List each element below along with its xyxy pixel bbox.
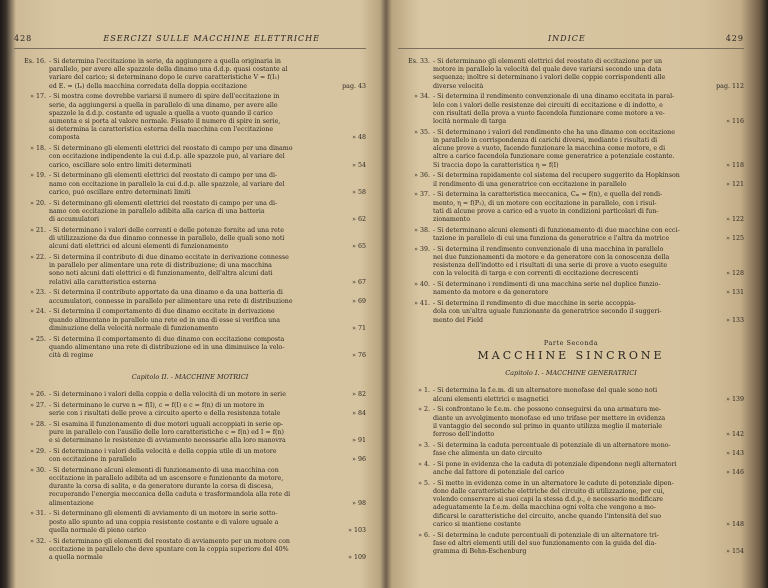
part-label: Parte Seconda <box>543 339 599 348</box>
entry-page-ref: » 84 <box>352 409 366 417</box>
right-chapter-heading: Capitolo I. - MACCHINE GENERATRICI <box>505 369 637 378</box>
left-page-number: 428 <box>14 34 33 43</box>
entry-page-ref: » 143 <box>726 450 744 457</box>
entry-text-line: mento, η = f(P₂), di un motore con eccitazione in parallelo, con i risul- <box>433 199 657 207</box>
entry-text-line: ferroso dell'indotto <box>433 431 495 438</box>
entry-text-line: aumenta e si porta al valore normale. Fissato il numero di spire in serie, <box>49 118 281 125</box>
entry-text-line: - Si determina le cadute percentuali di potenziale di un alternatore tri- <box>433 531 659 539</box>
toc-entry <box>14 391 49 399</box>
entry-text-line: - Si determina il contributo di due dinamo eccitate in derivazione connesse <box>49 254 289 261</box>
left-header-rule <box>14 48 366 49</box>
toc-entry <box>14 538 49 546</box>
entry-text-line: tazione in parallelo di cui una funziona da generatrice e l'altra da motrice <box>433 235 670 242</box>
right-running-head <box>398 34 744 43</box>
entry-text-line: carico, può oscillare entro determinati limiti <box>49 188 191 196</box>
entry-number: Es. 33. <box>408 58 430 65</box>
entry-text-line: - Si determinano le curve n = f(I), c = f(I) e c = f(n) di un motore in <box>49 401 265 409</box>
entry-text-line: ed E. = (Iₐ) della macchina corredata della doppia eccitazione <box>49 82 247 90</box>
right-page <box>398 0 744 588</box>
entry-text-line: si determina la caratteristica esterna della macchina con l'eccitazione <box>49 126 274 134</box>
entry-page-ref: » 116 <box>726 118 744 125</box>
entry-text-line: - Si determinano alcuni elementi di funzionamento di una macchina con <box>49 466 279 474</box>
entry-text-line: - Si mette in evidenza come in un alternatore le cadute di potenziale dipen- <box>433 479 674 487</box>
entry-text-line: relativi alla caratteristica esterna <box>49 278 157 286</box>
toc-entry <box>14 336 49 344</box>
entry-page-ref: » 65 <box>352 243 366 251</box>
entry-page-ref: » 54 <box>352 161 366 169</box>
entry-text-line: zionamento <box>433 216 471 223</box>
entry-text-line: - Si determina il contributo apportato da una dinamo e da una batteria di <box>49 289 283 297</box>
entry-text-line: - Si determinano i rendimenti di una macchina serie nel duplice funzio- <box>433 281 661 289</box>
toc-entry <box>398 281 433 289</box>
entry-text-line: - Si determinano gli elementi del reostato di avviamento per un motore con <box>49 537 290 545</box>
toc-entry <box>14 200 49 208</box>
entry-text-line: - Si determinano i valori delle correnti e delle potenze fornite ad una rete <box>49 226 284 234</box>
entry-number: » 21. <box>30 226 46 234</box>
toc-entry <box>14 172 49 180</box>
entry-text-line: resistenza dell'indotto ed i risultati di una serie di prove a vuoto eseguite <box>433 262 668 270</box>
entry-text-line: spazzole la d.d.p. costante ed uguale a quella a vuoto quando il carico <box>49 109 273 117</box>
entry-text-line: - Si determinano alcuni elementi di funzionamento di due macchine con ecci- <box>433 226 680 234</box>
entry-text-line: volendo conservare ai suoi capi la stessa d.d.p., è necessario modificare <box>433 496 663 504</box>
entry-number: » 18. <box>30 145 46 153</box>
entry-text-line: alcuni dati elettrici ed alcuni elementi di funzionamento <box>49 243 229 251</box>
toc-entry <box>398 300 433 308</box>
entry-text-line: il rendimento di una generatrice con eccitazione in parallelo <box>433 180 627 188</box>
entry-text-line: con la velocità di targa e con correnti di eccitazione decrescenti <box>433 270 639 278</box>
entry-text-line: lelo con i valori delle resistenze dei circuiti di eccitazione e di indotto, e <box>433 101 663 109</box>
toc-entry <box>14 254 49 262</box>
entry-text-line: - Si determinano gli elementi elettrici del reostato di campo per una di- <box>49 199 278 207</box>
entry-page-ref: » 109 <box>348 554 366 561</box>
entry-number: » 36. <box>414 172 430 180</box>
entry-number: » 3. <box>418 441 430 449</box>
toc-entry <box>398 406 433 414</box>
entry-page-ref: » 103 <box>348 526 366 534</box>
left-chapter-heading: Capitolo II. - MACCHINE MOTRICI <box>131 372 249 381</box>
entry-text-line: durante la corsa di salita, e da generatore durante la corsa di discesa, <box>49 483 274 491</box>
entry-text-line: fase che alimenta un dato circuito <box>433 450 542 457</box>
toc-entry <box>14 402 49 410</box>
left-running-title: ESERCIZI SULLE MACCHINE ELETTRICHE <box>103 34 320 43</box>
entry-text-line: quando alimentano una rete di distribuzione ed in una diminuisce la velo- <box>49 343 285 351</box>
entry-text-line: sono noti alcuni dati elettrici e di funzionamento, dell'altra alcuni dati <box>49 270 273 278</box>
entry-page-ref: » 128 <box>726 270 744 278</box>
entry-text-line: composta <box>49 134 80 142</box>
entry-page-ref: » 148 <box>726 520 744 528</box>
entry-number: » 5. <box>418 479 430 487</box>
entry-text-line: Si traccia dopo la caratteristica η = f(I) <box>433 161 559 169</box>
entry-text-line: fase ed altri elementi utili del suo funzionamento con la guida del dia- <box>433 539 657 547</box>
entry-text-line: con risultati della prova a vuoto facendola funzionare come motore a ve- <box>433 109 665 117</box>
entry-page-ref: » 82 <box>352 390 366 398</box>
toc-entry <box>398 480 433 488</box>
entry-text-line: - Si determina il rendimento convenzionale di una macchina in parallelo <box>433 245 664 253</box>
entry-number: » 40. <box>414 281 430 289</box>
toc-entry <box>14 448 49 456</box>
entry-page-ref: » 67 <box>352 278 366 286</box>
entry-page-ref: » 98 <box>352 499 366 507</box>
left-running-head <box>14 34 380 43</box>
entry-page-ref: » 122 <box>726 216 744 223</box>
entry-text-line: con eccitazione in parallelo <box>49 456 137 463</box>
entry-text-line: alcune prove a vuoto, facendo funzionare la macchina come motore, e di <box>433 145 666 153</box>
entry-text-line: pure in parallelo con l'ausilio delle loro caratteristiche c = f(n) ed I = f(n) <box>49 428 284 436</box>
entry-text-line: - Si determina il rendimento convenzionale di una dinamo eccitata in paral- <box>433 93 675 101</box>
entry-number: » 4. <box>418 460 430 468</box>
entry-text-line: serie con i risultati delle prove a circuito aperto e della resistenza totale <box>49 409 281 417</box>
entry-text-line: parallelo, per avere alle spazzole della dinamo una d.d.p. quasi costante al <box>49 66 288 74</box>
entry-text-line: alcuni elementi elettrici e magnetici <box>433 395 549 403</box>
entry-number: » 22. <box>30 254 46 261</box>
entry-page-ref: » 62 <box>352 216 366 223</box>
toc-entry <box>398 58 433 66</box>
entry-text-line: - Si determinano gli elementi di avviamento di un motore in serie sotto- <box>49 510 278 518</box>
entry-number: » 37. <box>414 191 430 199</box>
right-page-number: 429 <box>725 34 744 43</box>
entry-text-line: recuperando l'energia meccanica della caduta e trasformandola alla rete di <box>49 491 291 499</box>
entry-text-line: - Si determinano gli elementi elettrici del reostato di campo per una di- <box>49 172 278 180</box>
toc-entry <box>398 93 433 101</box>
entry-text-line: diverse velocità <box>433 82 484 90</box>
entry-text-line: mento del Field <box>433 316 484 324</box>
entry-text-line: - Si determina l'eccitazione in serie, da aggiungere a quella originaria in <box>49 58 281 65</box>
entry-text-line: - Si determina la caduta percentuale di potenziale di un alternatore mono- <box>433 441 671 449</box>
entry-text-line: - Si determinano gli elementi elettrici del reostato di campo per una dinamo <box>49 145 293 153</box>
entry-text-line: motore in parallelo la velocità del quale deve variarsi secondo una data <box>433 66 662 74</box>
entry-page-ref: » 58 <box>352 188 366 196</box>
entry-number: » 41. <box>414 300 430 308</box>
entry-text-line: in parallelo per alimentare una rete di distribuzione; di una macchina <box>49 262 272 270</box>
entry-number: » 25. <box>30 335 46 343</box>
entry-text-line: quella normale di pieno carico <box>49 526 147 534</box>
toc-entry <box>398 442 433 450</box>
entry-number: » 27. <box>30 401 46 409</box>
right-running-title: INDICE <box>548 34 586 43</box>
entry-page-ref: pag. 43 <box>342 82 366 90</box>
entry-number: » 2. <box>418 406 430 414</box>
entry-text-line: diminuzione della velocità normale di funzionamento <box>49 324 219 332</box>
entry-text-line: - Si determinano i valori della coppia e della velocità di un motore in serie <box>49 390 286 398</box>
entry-text-line: con eccitazione indipendente la cui d.d.p. alle spazzole può, al variare del <box>49 153 285 161</box>
entry-text-line: carico, oscillare solo entro limiti determinati <box>49 161 192 169</box>
entry-text-line: namo con eccitazione in parallelo la cui d.d.p. alle spazzole, al variare del <box>49 180 285 188</box>
entry-number: » 29. <box>30 447 46 455</box>
entry-page-ref: » 76 <box>352 352 366 359</box>
entry-text-line: gramma di Behn-Eschenburg <box>433 548 527 555</box>
toc-entry <box>14 510 49 518</box>
entry-text-line: - Si determina il comportamento di due dinamo eccitate in derivazione <box>49 308 275 316</box>
entry-text-line: locità normale di targa <box>433 118 507 125</box>
entry-text-line: - Si determinano i valori della velocità e della coppia utile di un motore <box>49 447 277 455</box>
toc-entry <box>14 308 49 316</box>
entry-text-line: - Si determina il comportamento di due dinamo con eccitazione composta <box>49 335 285 343</box>
entry-text-line: nei due funzionamenti da motore e da generatore con la conoscenza della <box>433 254 670 261</box>
toc-entry <box>398 246 433 254</box>
entry-text-line: di utilizzazione da due dinamo connesse in parallelo, delle quali sono noti <box>49 235 285 242</box>
entry-number: » 23. <box>30 289 46 297</box>
entry-number: » 24. <box>30 308 46 316</box>
entry-text-line: in parallelo in corrispondenza di carichi diversi, mediante i risultati di <box>433 137 658 144</box>
entry-text-line: e si determinano le resistenze di avviamento necessarie alla loro manovra <box>49 437 286 444</box>
toc-entry <box>14 145 49 153</box>
entry-number: Es. 16. <box>24 58 46 65</box>
right-header-rule <box>398 48 744 49</box>
entry-text-line: dificarsi le caratteristiche del circuito, anche quando l'intensità del suo <box>433 512 662 520</box>
entry-number: » 30. <box>30 466 46 474</box>
entry-text-line: - Si mostra come dovrebbe variarsi il numero di spire dell'eccitazione in <box>49 93 280 101</box>
entry-number: » 38. <box>414 226 430 234</box>
toc-entry <box>14 58 49 66</box>
entry-text-line: adeguatamente la f.e.m. della macchina ogni volta che vengono a mo- <box>433 504 656 512</box>
entry-text-line: serie, da aggiungersi a quella in parallelo di una dinamo, per avere alle <box>49 101 278 109</box>
entry-text-line: posto allo spunto ad una coppia resistente costante e di valore uguale a <box>49 518 279 526</box>
entry-number: » 32. <box>30 537 46 545</box>
toc-entry <box>398 387 433 395</box>
entry-text-line: eccitazione in parallelo che deve spuntare con la coppia superiore del 40% <box>49 545 289 553</box>
toc-entry <box>14 93 49 101</box>
entry-text-line: - Si determina la f.e.m. di un alternatore monofase del quale sono noti <box>433 387 658 395</box>
toc-entry <box>14 227 49 235</box>
entry-text-line: il vantaggio del secondo sul primo in quanto utilizza meglio il materiale <box>433 422 662 430</box>
entry-page-ref: » 121 <box>726 180 744 188</box>
toc-entry <box>398 532 433 540</box>
entry-text-line: - Si determina la caratteristica meccanica, Cₘ = f(n), e quella del rendi- <box>433 191 663 199</box>
entry-page-ref: » 69 <box>352 297 366 305</box>
entry-page-ref: » 48 <box>352 134 366 142</box>
entry-text-line: diante un avvolgimento monofase ed uno trifase per mettere in evidenza <box>433 414 666 422</box>
entry-number: » 19. <box>30 172 46 180</box>
toc-entry <box>398 191 433 199</box>
entry-text-line: namo con eccitazione in parallelo adibita alla carica di una batteria <box>49 207 265 215</box>
entry-text-line: - Si esamina il funzionamento di due motori uguali accoppiati in serie op- <box>49 420 284 428</box>
entry-page-ref: » 146 <box>726 469 744 476</box>
entry-text-line: tati di alcune prove a carico ed a vuoto in condizioni particolari di fun- <box>433 207 659 215</box>
entry-number: » 31. <box>30 510 46 518</box>
entry-number: » 28. <box>30 420 46 428</box>
entry-page-ref: pag. 112 <box>716 82 744 90</box>
entry-page-ref: » 96 <box>352 456 366 463</box>
entry-text-line: sequenza; inoltre si determinano i valori delle coppie corrispondenti alle <box>433 74 666 82</box>
toc-entry <box>398 172 433 180</box>
entry-text-line: - Si pone in evidenza che la caduta di potenziale dipendono negli alternatori <box>433 460 677 468</box>
entry-number: » 6. <box>418 531 430 539</box>
entry-text-line: variare del carico; si determinano dopo le curve caratteristiche V = f(I₁) <box>49 74 280 82</box>
left-page <box>14 0 380 588</box>
entry-text-line: - Si determina il rendimento di due macchine in serie accoppia- <box>433 300 637 308</box>
part-title: MACCHINE SINCRONE <box>477 349 665 363</box>
entry-text-line: namento da motore e da generatore <box>433 289 549 297</box>
entry-text-line: - Si determinano gli elementi elettrici del reostato di eccitazione per un <box>433 58 663 65</box>
entry-text-line: altre a carico facendola funzionare come generatrice a potenziale costante. <box>433 153 675 161</box>
entry-page-ref: » 142 <box>726 431 744 438</box>
entry-number: » 39. <box>414 245 430 253</box>
entry-text-line: cità di regime <box>49 352 94 359</box>
toc-entry <box>14 467 49 475</box>
entry-number: » 35. <box>414 128 430 136</box>
toc-entry <box>398 461 433 469</box>
entry-text-line: alimentazione <box>49 499 94 507</box>
entry-page-ref: » 139 <box>726 395 744 403</box>
entry-number: » 26. <box>30 390 46 398</box>
entry-page-ref: » 125 <box>726 235 744 242</box>
entry-text-line: - Si determinano i valori del rendimento che ha una dinamo con eccitazione <box>433 128 675 136</box>
entry-number: » 1. <box>418 387 430 395</box>
entry-page-ref: » 154 <box>726 548 744 555</box>
entry-page-ref: » 91 <box>352 437 366 444</box>
toc-entry <box>14 289 49 297</box>
entry-number: » 20. <box>30 199 46 207</box>
entry-page-ref: » 131 <box>726 289 744 297</box>
entry-page-ref: » 118 <box>726 161 744 169</box>
entry-number: » 34. <box>414 93 430 101</box>
entry-text-line: carico si mantiene costante <box>433 520 521 528</box>
entry-text-line: quando alimentano in parallelo una rete ed in una di esse si verifica una <box>49 316 280 324</box>
entry-text-line: accumulatori, connesse in parallelo per alimentare una rete di distribuzione <box>49 297 293 305</box>
entry-text-line: di accumulatori <box>49 216 100 223</box>
entry-page-ref: » 71 <box>352 324 366 332</box>
entry-text-line: a quella normale <box>49 554 103 561</box>
entry-text-line: anche dal fattore di potenziale del carico <box>433 469 564 476</box>
toc-entry <box>398 227 433 235</box>
entry-text-line: dono dalle caratteristiche elettriche del circuito di utilizzazione, per cui, <box>433 488 665 495</box>
entry-number: » 17. <box>30 93 46 101</box>
entry-text-line: dola con un'altra uguale funzionante da generatrice secondo il suggeri- <box>433 308 662 316</box>
toc-entry <box>398 129 433 137</box>
entry-text-line: eccitazione in parallelo adibita ad un ascensore e funzionante da motore, <box>49 475 284 482</box>
entry-page-ref: » 133 <box>726 316 744 324</box>
entry-text-line: - Si determina rapidamente col sistema del recupero suggerito da Hopkinson <box>433 172 680 180</box>
toc-entry <box>14 421 49 429</box>
entry-text-line: - Si confrontano le f.e.m. che possono conseguirsi da una armatura me- <box>433 406 661 414</box>
